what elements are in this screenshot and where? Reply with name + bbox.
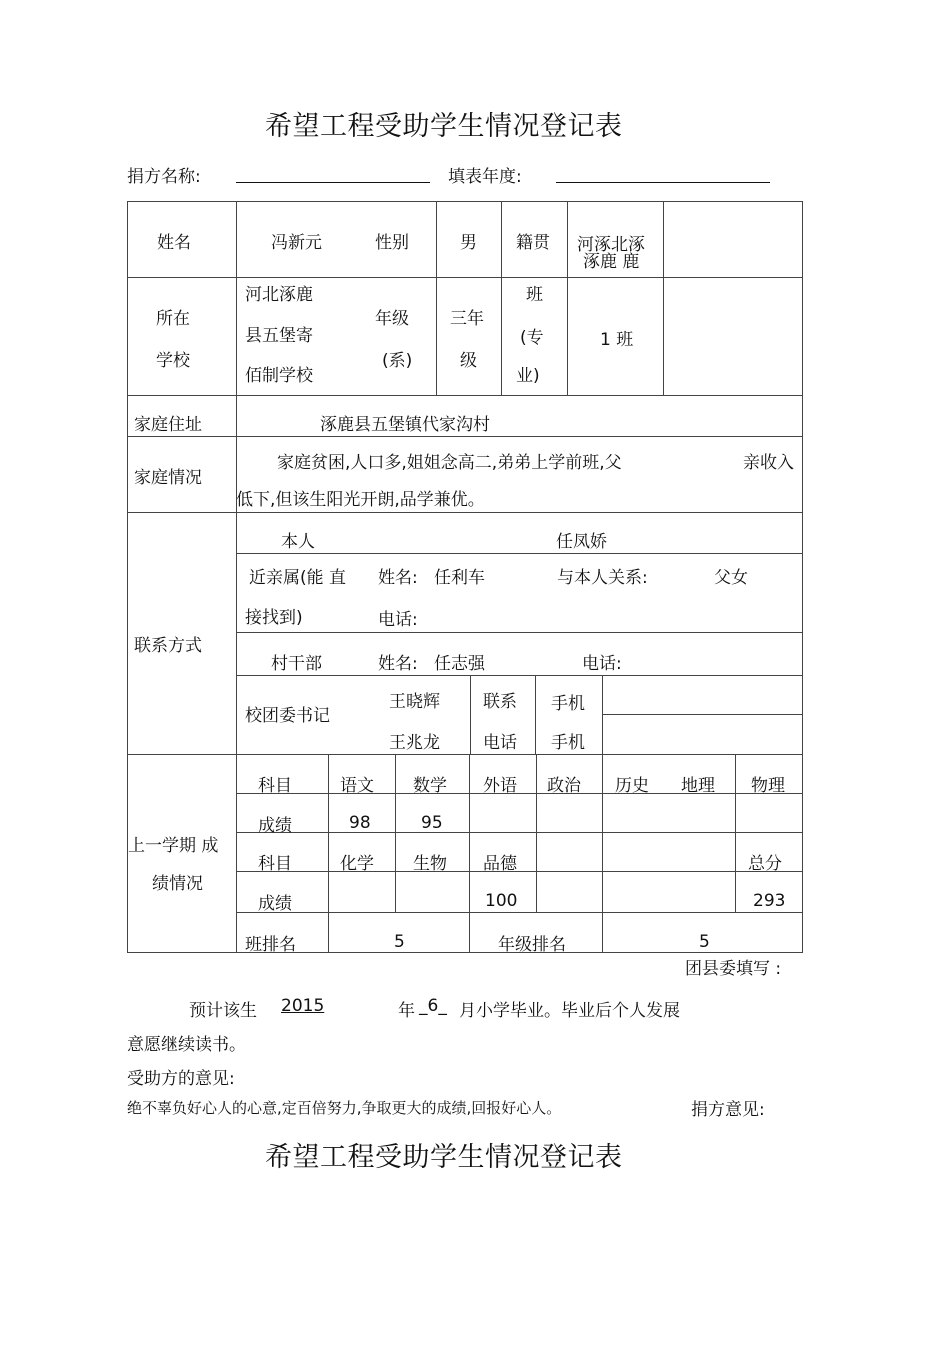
subject-chemistry: 化学 (340, 854, 374, 874)
gender-label: 性别 (375, 233, 409, 253)
relative-phone-label: 电话: (378, 610, 418, 630)
league-contact-label-2: 电话 (483, 733, 517, 753)
relation-label: 与本人关系: (557, 568, 648, 588)
family-row (128, 437, 803, 513)
contact-label: 联系方式 (134, 636, 202, 656)
score-morality: 100 (485, 891, 518, 911)
origin-label: 籍贯 (516, 233, 550, 253)
grades-row (128, 755, 803, 953)
class-label-3: 业) (516, 366, 540, 386)
subject-foreign-language: 外语 (483, 776, 517, 796)
registration-table (127, 201, 803, 953)
class-rank-value: 5 (394, 932, 405, 952)
page-title: 希望工程受助学生情况登记表 (265, 111, 623, 142)
league-contact-label-1: 联系 (483, 692, 517, 712)
fill-year-label: 填表年度: (448, 167, 522, 187)
fill-year-field[interactable] (556, 182, 770, 183)
subject-history: 历史 (615, 776, 649, 796)
graduation-year-unit: 年 (398, 1001, 415, 1021)
subject-morality: 品德 (483, 854, 517, 874)
donor-name-field[interactable] (236, 182, 430, 183)
score-header-1: 成绩 (258, 816, 292, 836)
grade-rank-value: 5 (699, 932, 710, 952)
school-value-line2: 县五堡寄 (245, 326, 313, 346)
personal-intent: 意愿继续读书。 (127, 1035, 246, 1055)
recipient-opinion-label: 受助方的意见: (127, 1069, 235, 1089)
relative-label-2: 接找到) (245, 608, 303, 628)
class-value: 1 班 (600, 330, 634, 350)
donor-name-label: 捐方名称: (127, 167, 201, 187)
relation-value: 父女 (714, 568, 748, 588)
subject-geography: 地理 (681, 776, 715, 796)
name-label: 姓名 (157, 233, 191, 253)
committee-fill-label: 团县委填写 : (685, 959, 782, 979)
subject-header-1: 科目 (258, 776, 292, 796)
family-text-line1: 家庭贫困,人口多,姐姐念高二,弟弟上学前班,父 (277, 453, 622, 473)
grades-label-2: 绩情况 (152, 874, 203, 894)
class-label-2: (专 (520, 328, 544, 348)
subject-physics: 物理 (751, 776, 785, 796)
address-value: 涿鹿县五堡镇代家沟村 (320, 415, 490, 435)
league-name-1: 王晓辉 (389, 692, 440, 712)
address-row (128, 396, 803, 437)
graduation-month: _6_ (419, 996, 447, 1016)
total-score-label: 总分 (748, 854, 782, 874)
graduation-prefix: 预计该生 (189, 1001, 257, 1021)
grade-value-1: 三年 (450, 309, 484, 329)
donor-opinion-label: 捐方意见: (691, 1100, 765, 1120)
village-phone-label: 电话: (582, 654, 622, 674)
graduation-year: 2015 (281, 996, 325, 1016)
self-value: 任凤娇 (556, 532, 607, 552)
village-name-value: 任志强 (434, 654, 485, 674)
village-name-label: 姓名: (378, 654, 418, 674)
score-math: 95 (421, 813, 443, 833)
grade-label-2: (系) (382, 351, 413, 371)
school-label-1: 所在 (156, 309, 190, 329)
grade-rank-label: 年级排名 (498, 935, 566, 955)
self-label: 本人 (281, 532, 315, 552)
subject-header-2: 科目 (258, 854, 292, 874)
grade-label-1: 年级 (375, 309, 409, 329)
family-text-line2: 低下,但该生阳光开朗,品学兼优。 (236, 490, 485, 510)
relative-name-value: 任利车 (434, 568, 485, 588)
recipient-opinion-text: 绝不辜负好心人的心意,定百倍努力,争取更大的成绩,回报好心人。 (127, 1099, 562, 1117)
relative-name-label: 姓名: (378, 568, 418, 588)
name-value: 冯新元 (271, 233, 322, 253)
family-label: 家庭情况 (134, 468, 202, 488)
village-cadre-label: 村干部 (271, 654, 322, 674)
relative-label-1: 近亲属(能 直 (249, 568, 347, 588)
gender-value: 男 (460, 233, 477, 253)
school-info-row (128, 278, 803, 396)
subject-biology: 生物 (413, 854, 447, 874)
origin-value-line2: 涿鹿 鹿 (583, 252, 640, 272)
grade-value-2: 级 (460, 351, 477, 371)
origin-value-line1: 河涿北涿 (577, 235, 645, 255)
score-chinese: 98 (349, 813, 371, 833)
family-text-line1-end: 亲收入 (743, 453, 794, 473)
graduation-suffix: 月小学毕业。毕业后个人发展 (459, 1001, 680, 1021)
subject-politics: 政治 (547, 776, 581, 796)
subject-chinese: 语文 (340, 776, 374, 796)
page-title-repeat: 希望工程受助学生情况登记表 (265, 1142, 623, 1173)
address-label: 家庭住址 (134, 415, 202, 435)
mobile-label-1: 手机 (551, 694, 585, 714)
contact-row (128, 513, 803, 755)
grades-label-1: 上一学期 成 (128, 836, 219, 856)
subject-math: 数学 (413, 776, 447, 796)
score-header-2: 成绩 (258, 894, 292, 914)
school-value-line1: 河北涿鹿 (245, 285, 313, 305)
school-value-line3: 佰制学校 (245, 366, 313, 386)
basic-info-row (128, 202, 803, 278)
mobile-label-2: 手机 (551, 733, 585, 753)
league-name-2: 王兆龙 (389, 733, 440, 753)
league-secretary-label: 校团委书记 (245, 706, 330, 726)
score-total: 293 (753, 891, 786, 911)
class-label-1: 班 (526, 285, 543, 305)
school-label-2: 学校 (156, 351, 190, 371)
class-rank-label: 班排名 (245, 935, 296, 955)
